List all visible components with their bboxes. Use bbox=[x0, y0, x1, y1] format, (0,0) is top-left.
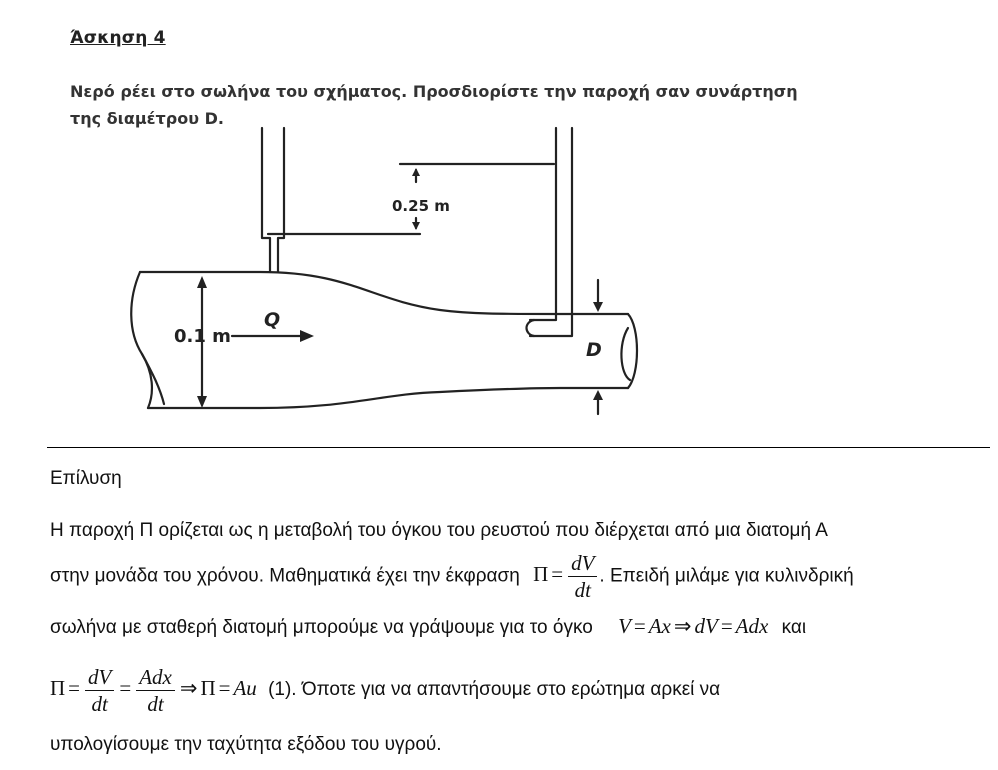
flow-rate-formula: Π = $\frac{dV}{dt}$ bbox=[525, 562, 599, 586]
left-piezometer-tube bbox=[262, 128, 270, 272]
pipe-upper-wall bbox=[140, 272, 628, 314]
solution-line-3 bbox=[50, 614, 806, 639]
right-pitot-tube bbox=[530, 128, 556, 320]
solution-line-2 bbox=[50, 550, 854, 603]
pipe-right-end bbox=[628, 314, 637, 388]
problem-title: Άσκηση 4 bbox=[70, 28, 166, 48]
outlet-diameter-label: D bbox=[586, 339, 602, 361]
solution-line-2-text: στην μονάδα του χρόνου. Μαθηματικά έχει την έκφραση bbox=[50, 565, 520, 587]
pipe-figure bbox=[120, 122, 720, 422]
solution-heading: Επίλυση bbox=[50, 468, 122, 489]
section-divider bbox=[47, 447, 990, 448]
height-difference-label: 0.25 m bbox=[392, 197, 450, 215]
pipe-lower-wall bbox=[148, 388, 628, 408]
inlet-diameter-label: 0.1 m bbox=[174, 326, 231, 347]
solution-line-3-text: σωλήνα με σταθερή διατομή μπορούμε να γράψουμε για το όγκο bbox=[50, 617, 593, 638]
solution-line-5: υπολογίσουμε την ταχύτητα εξόδου του υγρού. bbox=[50, 734, 442, 755]
pipe-left-end bbox=[131, 272, 152, 408]
solution-line-2-tail: . Επειδή μιλάμε για κυλινδρική bbox=[599, 565, 854, 587]
flow-label: Q bbox=[264, 309, 281, 331]
problem-statement: Νερό ρέει στο σωλήνα του σχήματος. Προσδιορίστε την παροχή σαν συνάρτηση της διαμέτρου D. bbox=[70, 82, 798, 128]
volume-formula: V = Ax ⇒ dV = Adx bbox=[618, 614, 769, 638]
solution-line-4 bbox=[50, 664, 720, 717]
flow-rate-derivation: Π = $\frac{dV}{dt}$ = $\frac{\text{Adx}}{dt}$ ⇒ Π = Au bbox=[50, 665, 257, 716]
solution-line-3-tail: και bbox=[781, 617, 807, 638]
solution-line-4-text: (1). Όποτε για να απαντήσουμε στο ερώτημα αρκεί να bbox=[268, 679, 721, 701]
solution-line-1: Η παροχή Π ορίζεται ως η μεταβολή του όγκου του ρευστού που διέρχεται από μια διατομή Α bbox=[50, 520, 828, 541]
